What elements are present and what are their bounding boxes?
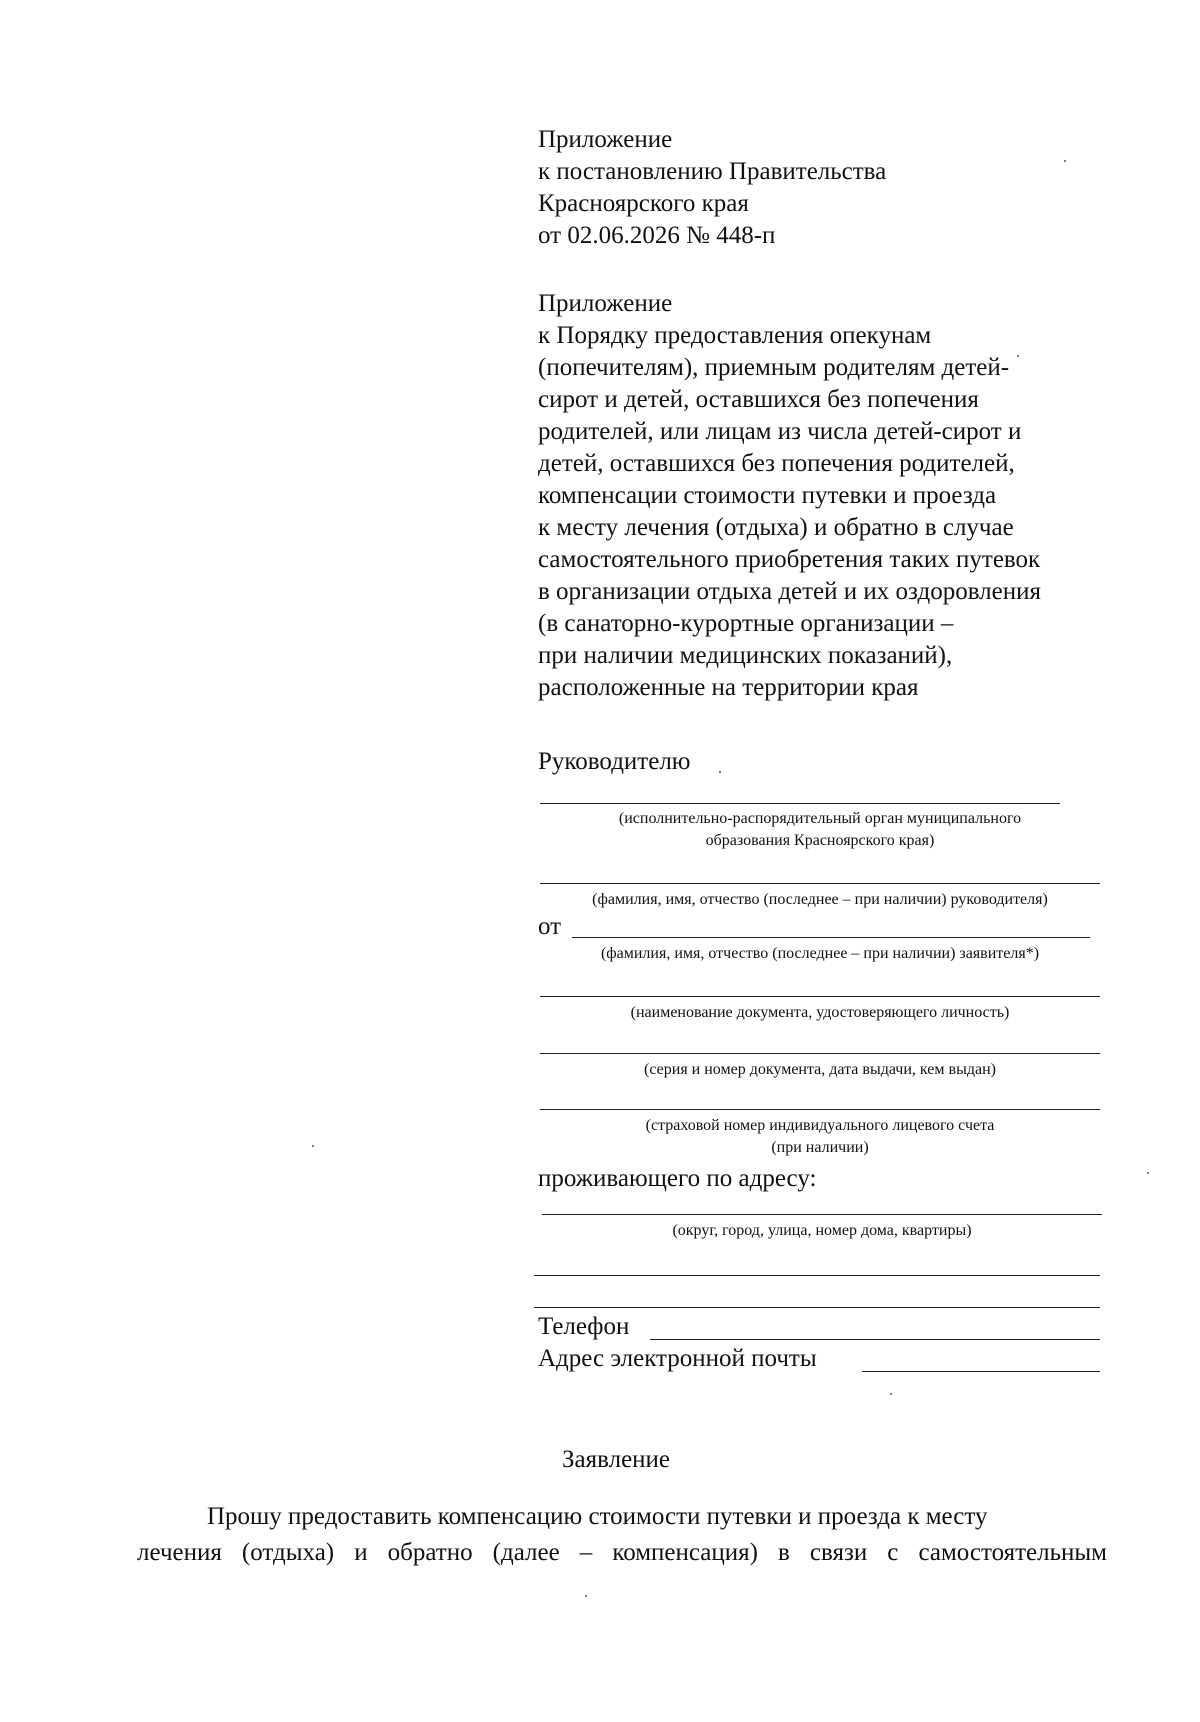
statement-paragraph xyxy=(137,1536,1107,1570)
snils-caption: (при наличии) xyxy=(771,1139,869,1156)
header-line: (в санаторно-курортные организации – xyxy=(538,610,954,637)
resolution-header xyxy=(538,124,1118,252)
header-line: сирот и детей, оставшихся без попечения xyxy=(538,386,979,413)
document-series-caption: (серия и номер документа, дата выдачи, кем выдан) xyxy=(644,1061,996,1078)
address-field-extra[interactable] xyxy=(534,1275,1100,1276)
header-line: к Порядку предоставления опекунам xyxy=(538,322,932,349)
header-line: компенсации стоимости путевки и проезда xyxy=(538,482,997,509)
addressee-label: Руководителю xyxy=(538,748,691,775)
identity-document-field[interactable] xyxy=(540,996,1100,997)
statement-title: Заявление xyxy=(562,1446,671,1473)
header-line: при наличии медицинских показаний), xyxy=(538,642,953,669)
org-name-caption: (исполнительно-распорядительный орган муниципального xyxy=(618,810,1022,827)
phone-label: Телефон xyxy=(538,1313,630,1340)
email-field[interactable] xyxy=(862,1371,1100,1372)
address-field[interactable] xyxy=(542,1214,1102,1215)
document-series-field[interactable] xyxy=(540,1053,1100,1054)
identity-document-caption: (наименование документа, удостоверяющего личность) xyxy=(630,1004,1010,1021)
scan-speck xyxy=(1064,160,1066,162)
header-line: Красноярского края xyxy=(538,190,749,217)
procedure-header xyxy=(538,288,1118,704)
applicant-name-field[interactable] xyxy=(572,937,1090,938)
header-line: расположенные на территории края xyxy=(538,674,919,701)
address-caption: (округ, город, улица, номер дома, квартиры) xyxy=(672,1222,972,1239)
snils-field[interactable] xyxy=(540,1109,1100,1110)
address-field-extra[interactable] xyxy=(534,1307,1100,1308)
residing-label: проживающего по адресу: xyxy=(538,1165,817,1192)
org-name-field[interactable] xyxy=(540,803,1060,804)
scan-speck xyxy=(585,1595,587,1597)
applicant-name-caption: (фамилия, имя, отчество (последнее – при наличии) заявителя*) xyxy=(600,945,1040,962)
header-line: самостоятельного приобретения таких путевок xyxy=(538,546,1041,573)
header-line: Приложение xyxy=(538,126,673,153)
snils-caption: (страховой номер индивидуального лицевого счета xyxy=(645,1117,995,1134)
scan-speck xyxy=(719,771,721,773)
header-line: детей, оставшихся без попечения родителей, xyxy=(538,450,1015,477)
org-name-caption: образования Красноярского края) xyxy=(705,832,935,849)
header-line: в организации отдыха детей и их оздоровления xyxy=(538,578,1041,605)
statement-paragraph xyxy=(137,1500,1107,1534)
head-name-caption: (фамилия, имя, отчество (последнее – при наличии) руководителя) xyxy=(592,891,1048,908)
scan-speck xyxy=(890,1393,892,1395)
header-line: к постановлению Правительства xyxy=(538,158,887,185)
from-label: от xyxy=(538,913,562,940)
paragraph-line: лечения (отдыха) и обратно (далее – компенсация) в связи с самостоятельным xyxy=(137,1539,1107,1566)
phone-field[interactable] xyxy=(650,1339,1100,1340)
scan-speck xyxy=(1147,1172,1149,1174)
scan-speck xyxy=(1017,355,1019,357)
paragraph-line: Прошу предоставить компенсацию стоимости путевки и проезда к месту xyxy=(207,1503,988,1530)
head-name-field[interactable] xyxy=(540,883,1100,884)
scan-speck xyxy=(312,1145,314,1147)
header-line: Приложение xyxy=(538,290,673,317)
header-line: родителей, или лицам из числа детей-сирот и xyxy=(538,418,1022,445)
email-label: Адрес электронной почты xyxy=(538,1345,817,1372)
header-line: (попечителям), приемным родителям детей- xyxy=(538,354,1010,381)
header-line: к месту лечения (отдыха) и обратно в случае xyxy=(538,514,1014,541)
header-line: от 02.06.2026 № 448-п xyxy=(538,222,776,249)
